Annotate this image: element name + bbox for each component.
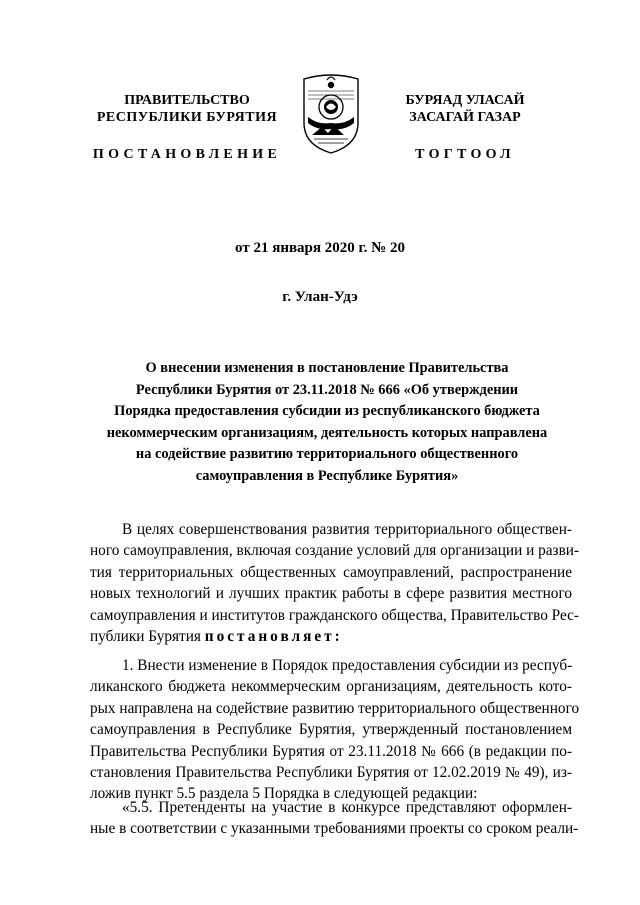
paragraph-line: «5.5. Претенденты на участие в конкурсе представляют оформлен- — [122, 799, 572, 816]
header-right-doctype: ТОГТООЛ — [415, 147, 515, 162]
paragraph-line: ложив пункт 5.5 раздела 5 Порядка в следующей редакции: — [90, 785, 478, 803]
paragraph-line: становления Правительства Республики Бурятия от 12.02.2019 № 49), из- — [90, 764, 572, 782]
title-line: некоммерческим организациям, деятельность которых направлена — [106, 424, 548, 441]
paragraph-line: рых направлена на содействие развитию территориального общественного — [90, 699, 580, 717]
paragraph-line: новых технологий и лучших практик работы в сфере развития местного — [90, 585, 572, 603]
title-line: О внесении изменения в постановление Правительства — [145, 360, 509, 376]
paragraph-line: ные в соответствии с указанными требованиями проекты со сроком реали- — [90, 820, 579, 838]
document-title — [100, 358, 554, 488]
paragraph-line: 1. Внести изменение в Порядок предоставления субсидии из респуб- — [122, 657, 573, 674]
paragraph-line: ного самоуправления, включая создание условий для организации и разви- — [90, 542, 580, 560]
clause-5-5-paragraph — [90, 797, 579, 840]
header-right-block — [360, 92, 570, 163]
title-line: Республики Бурятия от 23.11.2018 № 666 «Об утверждении — [135, 381, 519, 398]
paragraph-line: ликанского бюджета некоммерческим организациям, деятельность кото- — [90, 678, 572, 696]
paragraph-last-line — [90, 626, 572, 647]
paragraph-line-text: публики Бурятия — [90, 628, 205, 646]
paragraph-line: Правительства Республики Бурятия от 23.11.2018 № 666 (в редакции по- — [90, 742, 572, 760]
header-left-line1: ПРАВИТЕЛЬСТВО — [124, 93, 250, 108]
header-right-line2: ЗАСАГАЙ ГАЗАР — [409, 110, 521, 125]
paragraph-line: В целях совершенствования развития территориального обществен- — [122, 521, 572, 538]
title-line: Порядка предоставления субсидии из республиканского бюджета — [114, 403, 540, 420]
paragraph-line: тия территориальных общественных самоуправлений, распространение — [90, 563, 572, 581]
title-line: на содействие развитию территориального общественного — [135, 446, 519, 463]
paragraph-line: самоуправления в Республике Бурятия, утвержденный постановлением — [90, 721, 572, 739]
preamble-paragraph — [90, 519, 580, 647]
header-left-line2: РЕСПУБЛИКИ БУРЯТИЯ — [96, 110, 278, 125]
title-line: самоуправления в Республике Бурятия» — [195, 467, 459, 484]
clause-1-paragraph — [90, 655, 580, 805]
resolves-emphasis: постановляет: — [204, 628, 343, 646]
document-city: г. Улан-Удэ — [282, 289, 358, 305]
document-date-number: от 21 января 2020 г. № 20 — [235, 240, 405, 256]
paragraph-line: самоуправления и институтов гражданского общества, Правительство Рес- — [90, 606, 580, 624]
coat-of-arms-icon — [298, 73, 364, 155]
header-right-line1: БУРЯАД УЛАСАЙ — [405, 93, 525, 108]
header-left-block — [72, 92, 302, 163]
header-left-doctype: ПОСТАНОВЛЕНИЕ — [92, 147, 282, 162]
